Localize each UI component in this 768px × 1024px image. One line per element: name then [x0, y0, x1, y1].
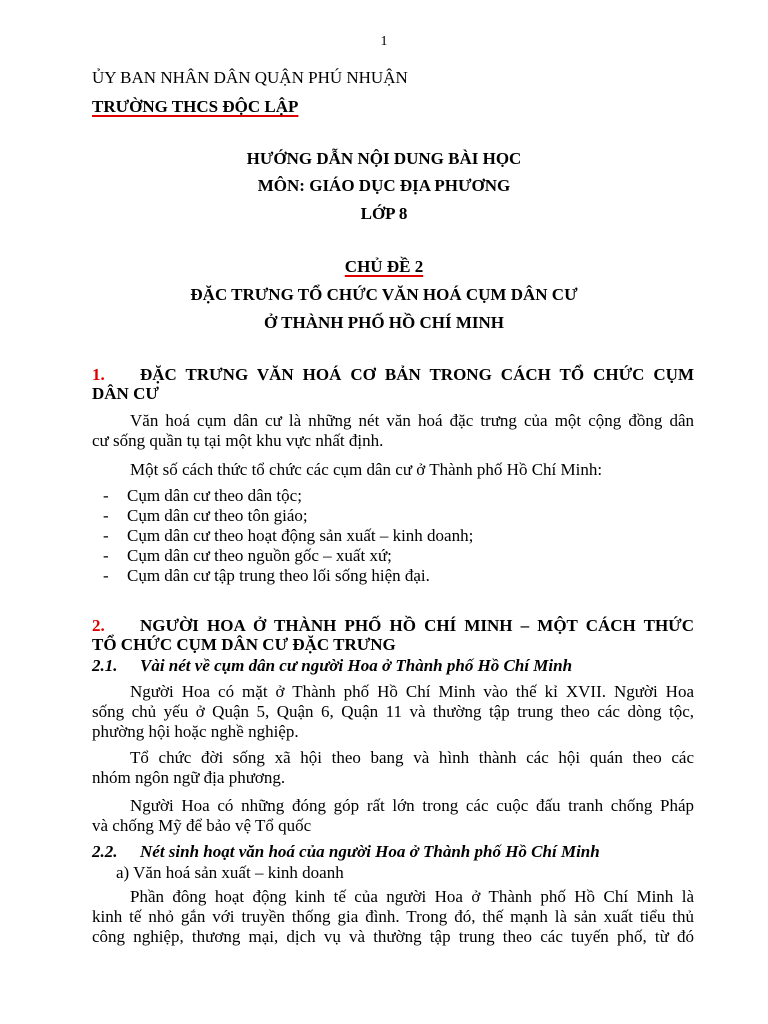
paragraph-line: Văn hoá cụm dân cư là những nét văn hoá đặc trưng của một cộng đồng dân [130, 411, 694, 430]
topic-label-text: CHỦ ĐỀ 2 [344, 257, 424, 276]
list-item: - Cụm dân cư theo nguồn gốc – xuất xứ; [103, 546, 473, 566]
topic-line2: Ở THÀNH PHỐ HỒ CHÍ MINH [263, 313, 505, 332]
topic-line1: ĐẶC TRƯNG TỔ CHỨC VĂN HOÁ CỤM DÂN CƯ [190, 285, 578, 304]
topic-label [0, 257, 768, 277]
paragraph-line: kinh tế nhỏ gắn với truyền thống gia đình. Trong đó, thế mạnh là sản xuất tiểu thủ [92, 907, 694, 926]
section2-paragraph1 [92, 682, 694, 742]
doc-title-line3: LỚP 8 [360, 204, 408, 223]
paragraph-line: sống chủ yếu ở Quận 5, Quận 6, Quận 11 và thường tập trung theo các dòng tộc, [92, 702, 694, 721]
section1-heading [92, 365, 694, 403]
section2-number: 2. [92, 616, 105, 635]
section2-paragraph4 [92, 887, 694, 947]
paragraph-line: cư sống quần tụ tại một khu vực nhất định. [92, 431, 384, 450]
list-item: - Cụm dân cư theo dân tộc; [103, 486, 473, 506]
subsection-number: 2.1. [92, 656, 118, 675]
paragraph-line: nhóm ngôn ngữ địa phương. [92, 768, 286, 787]
subsection-2-2 [92, 842, 600, 862]
item-a: a) Văn hoá sản xuất – kinh doanh [116, 863, 344, 882]
paragraph-line: phường hội hoặc nghề nghiệp. [92, 722, 299, 741]
doc-title-line1: HƯỚNG DẪN NỘI DUNG BÀI HỌC [246, 149, 522, 168]
doc-title-line2: MÔN: GIÁO DỤC ĐỊA PHƯƠNG [257, 176, 511, 195]
section1-title-line1: ĐẶC TRƯNG VĂN HOÁ CƠ BẢN TRONG CÁCH TỔ CHỨC CỤM [140, 365, 694, 384]
list-item: - Cụm dân cư theo hoạt động sản xuất – kinh doanh; [103, 526, 473, 546]
paragraph-line: Phần đông hoạt động kinh tế của người Hoa ở Thành phố Hồ Chí Minh là [130, 887, 694, 906]
section1-paragraph2 [92, 460, 694, 480]
section2-paragraph3 [92, 796, 694, 836]
subsection-number: 2.2. [92, 842, 118, 861]
list-item: - Cụm dân cư theo tôn giáo; [103, 506, 473, 526]
section2-title-line1: NGƯỜI HOA Ở THÀNH PHỐ HỒ CHÍ MINH – MỘT CÁCH THỨC [140, 616, 694, 635]
page-number: 1 [380, 34, 388, 49]
section2-title-line2: TỔ CHỨC CỤM DÂN CƯ ĐẶC TRƯNG [92, 635, 396, 654]
list-item: - Cụm dân cư tập trung theo lối sống hiện đại. [103, 566, 473, 586]
cluster-types-list [103, 486, 473, 586]
paragraph-line: Một số cách thức tổ chức các cụm dân cư ở Thành phố Hồ Chí Minh: [130, 460, 603, 479]
subsection-2-1 [92, 656, 572, 676]
school-name: TRƯỜNG THCS ĐỘC LẬP [92, 97, 299, 116]
org-name: ỦY BAN NHÂN DÂN QUẬN PHÚ NHUẬN [92, 68, 408, 87]
section2-paragraph2 [92, 748, 694, 788]
paragraph-line: Người Hoa có những đóng góp rất lớn trong các cuộc đấu tranh chống Pháp [130, 796, 694, 815]
paragraph-line: Người Hoa có mặt ở Thành phố Hồ Chí Minh vào thế kỉ XVII. Người Hoa [130, 682, 694, 701]
paragraph-line: Tổ chức đời sống xã hội theo bang và hình thành các hội quán theo các [130, 748, 694, 767]
paragraph-line: công nghiệp, thương mại, dịch vụ và thường tập trung theo các tuyến phố, từ đó [92, 927, 694, 946]
section2-heading [92, 616, 694, 654]
subsection-title: Vài nét về cụm dân cư người Hoa ở Thành phố Hồ Chí Minh [140, 656, 573, 675]
section1-number: 1. [92, 365, 105, 384]
section1-title-line2: DÂN CƯ [92, 384, 159, 403]
section1-paragraph1 [92, 411, 694, 451]
subsection-title: Nét sinh hoạt văn hoá của người Hoa ở Thành phố Hồ Chí Minh [140, 842, 600, 861]
paragraph-line: và chống Mỹ để bảo vệ Tổ quốc [92, 816, 312, 835]
